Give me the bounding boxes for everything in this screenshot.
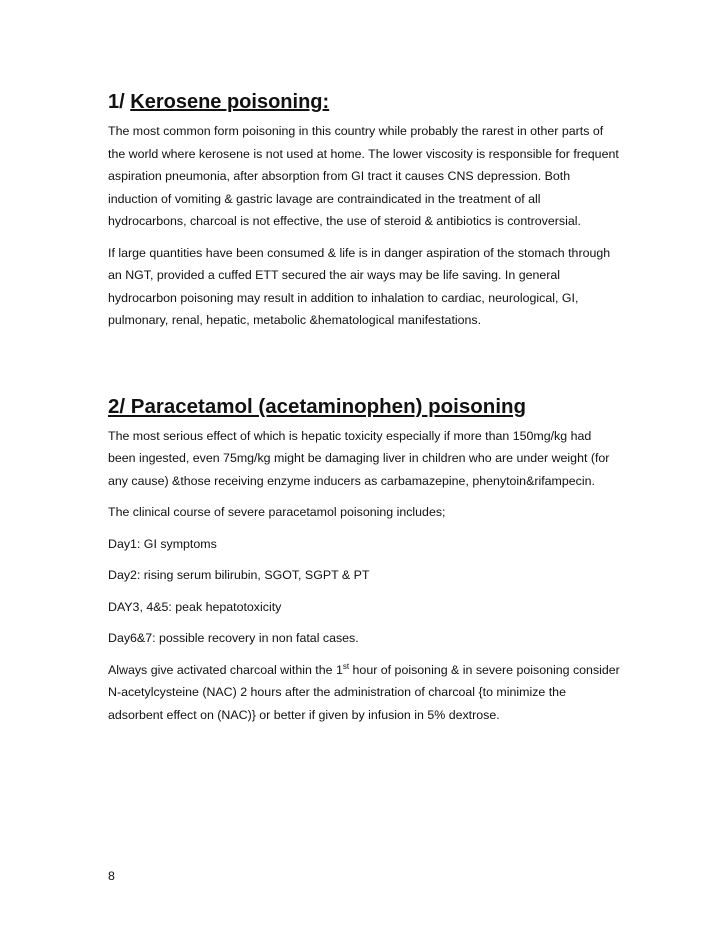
section-heading-kerosene xyxy=(108,84,620,120)
day-item-2: Day2: rising serum bilirubin, SGOT, SGPT & PT xyxy=(108,568,370,582)
heading-colon: : xyxy=(322,91,330,113)
page-content xyxy=(108,84,620,735)
day-item-3: DAY3, 4&5: peak hepatotoxicity xyxy=(108,599,282,614)
kerosene-paragraph-1: The most common form poisoning in this country while probably the rarest in other parts of the world where kerosene is not used at home. The lower viscosity is responsible for frequent aspiration pneumonia, after absorption from GI tract it causes CNS depression. Both induction of vomiting & gastric lavage are contraindicated in the treatment of all hydrocarbons, charcoal is not effective, the use of steroid & antibiotics is controversial. xyxy=(108,124,619,228)
charcoal-text-start: Always give activated charcoal within the 1 xyxy=(108,662,343,677)
paracetamol-intro-paragraph: The most serious effect of which is hepatic toxicity especially if more than 150mg/kg had been ingested, even 75mg/kg might be damaging liver in children who are under weight (for any cause) &those receiving enzyme inducers as carbamazepine, phenytoin&rifampecin. xyxy=(108,428,610,488)
ordinal-superscript: st xyxy=(342,661,350,671)
kerosene-paragraph-2: If large quantities have been consumed & life is in danger aspiration of the stomach through an NGT, provided a cuffed ETT secured the air ways may be life saving. In general hydrocarbon poisoning may result in addition to inhalation to cardiac, neurological, GI, pulmonary, renal, hepatic, metabolic &hematological manifestations. xyxy=(108,245,611,327)
page-number: 8 xyxy=(108,869,115,883)
section-spacer xyxy=(108,341,620,389)
heading-title: Kerosene poisoning xyxy=(130,91,323,113)
day-item-4: Day6&7: possible recovery in non fatal cases. xyxy=(108,631,359,645)
heading-number: 1/ xyxy=(108,91,131,113)
charcoal-paragraph xyxy=(108,659,620,727)
clinical-course-intro: The clinical course of severe paracetamol poisoning includes; xyxy=(108,505,446,519)
charcoal-text-end: hour of poisoning & in severe poisoning consider N-acetylcysteine (NAC) 2 hours after the administration of charcoal {to minimize the adsorbent effect on (NAC)} or better if given by infusion in 5% dextrose. xyxy=(108,662,620,722)
day-item-1: Day1: GI symptoms xyxy=(108,536,217,551)
section-heading-paracetamol: 2/ Paracetamol (acetaminophen) poisoning xyxy=(108,394,527,418)
